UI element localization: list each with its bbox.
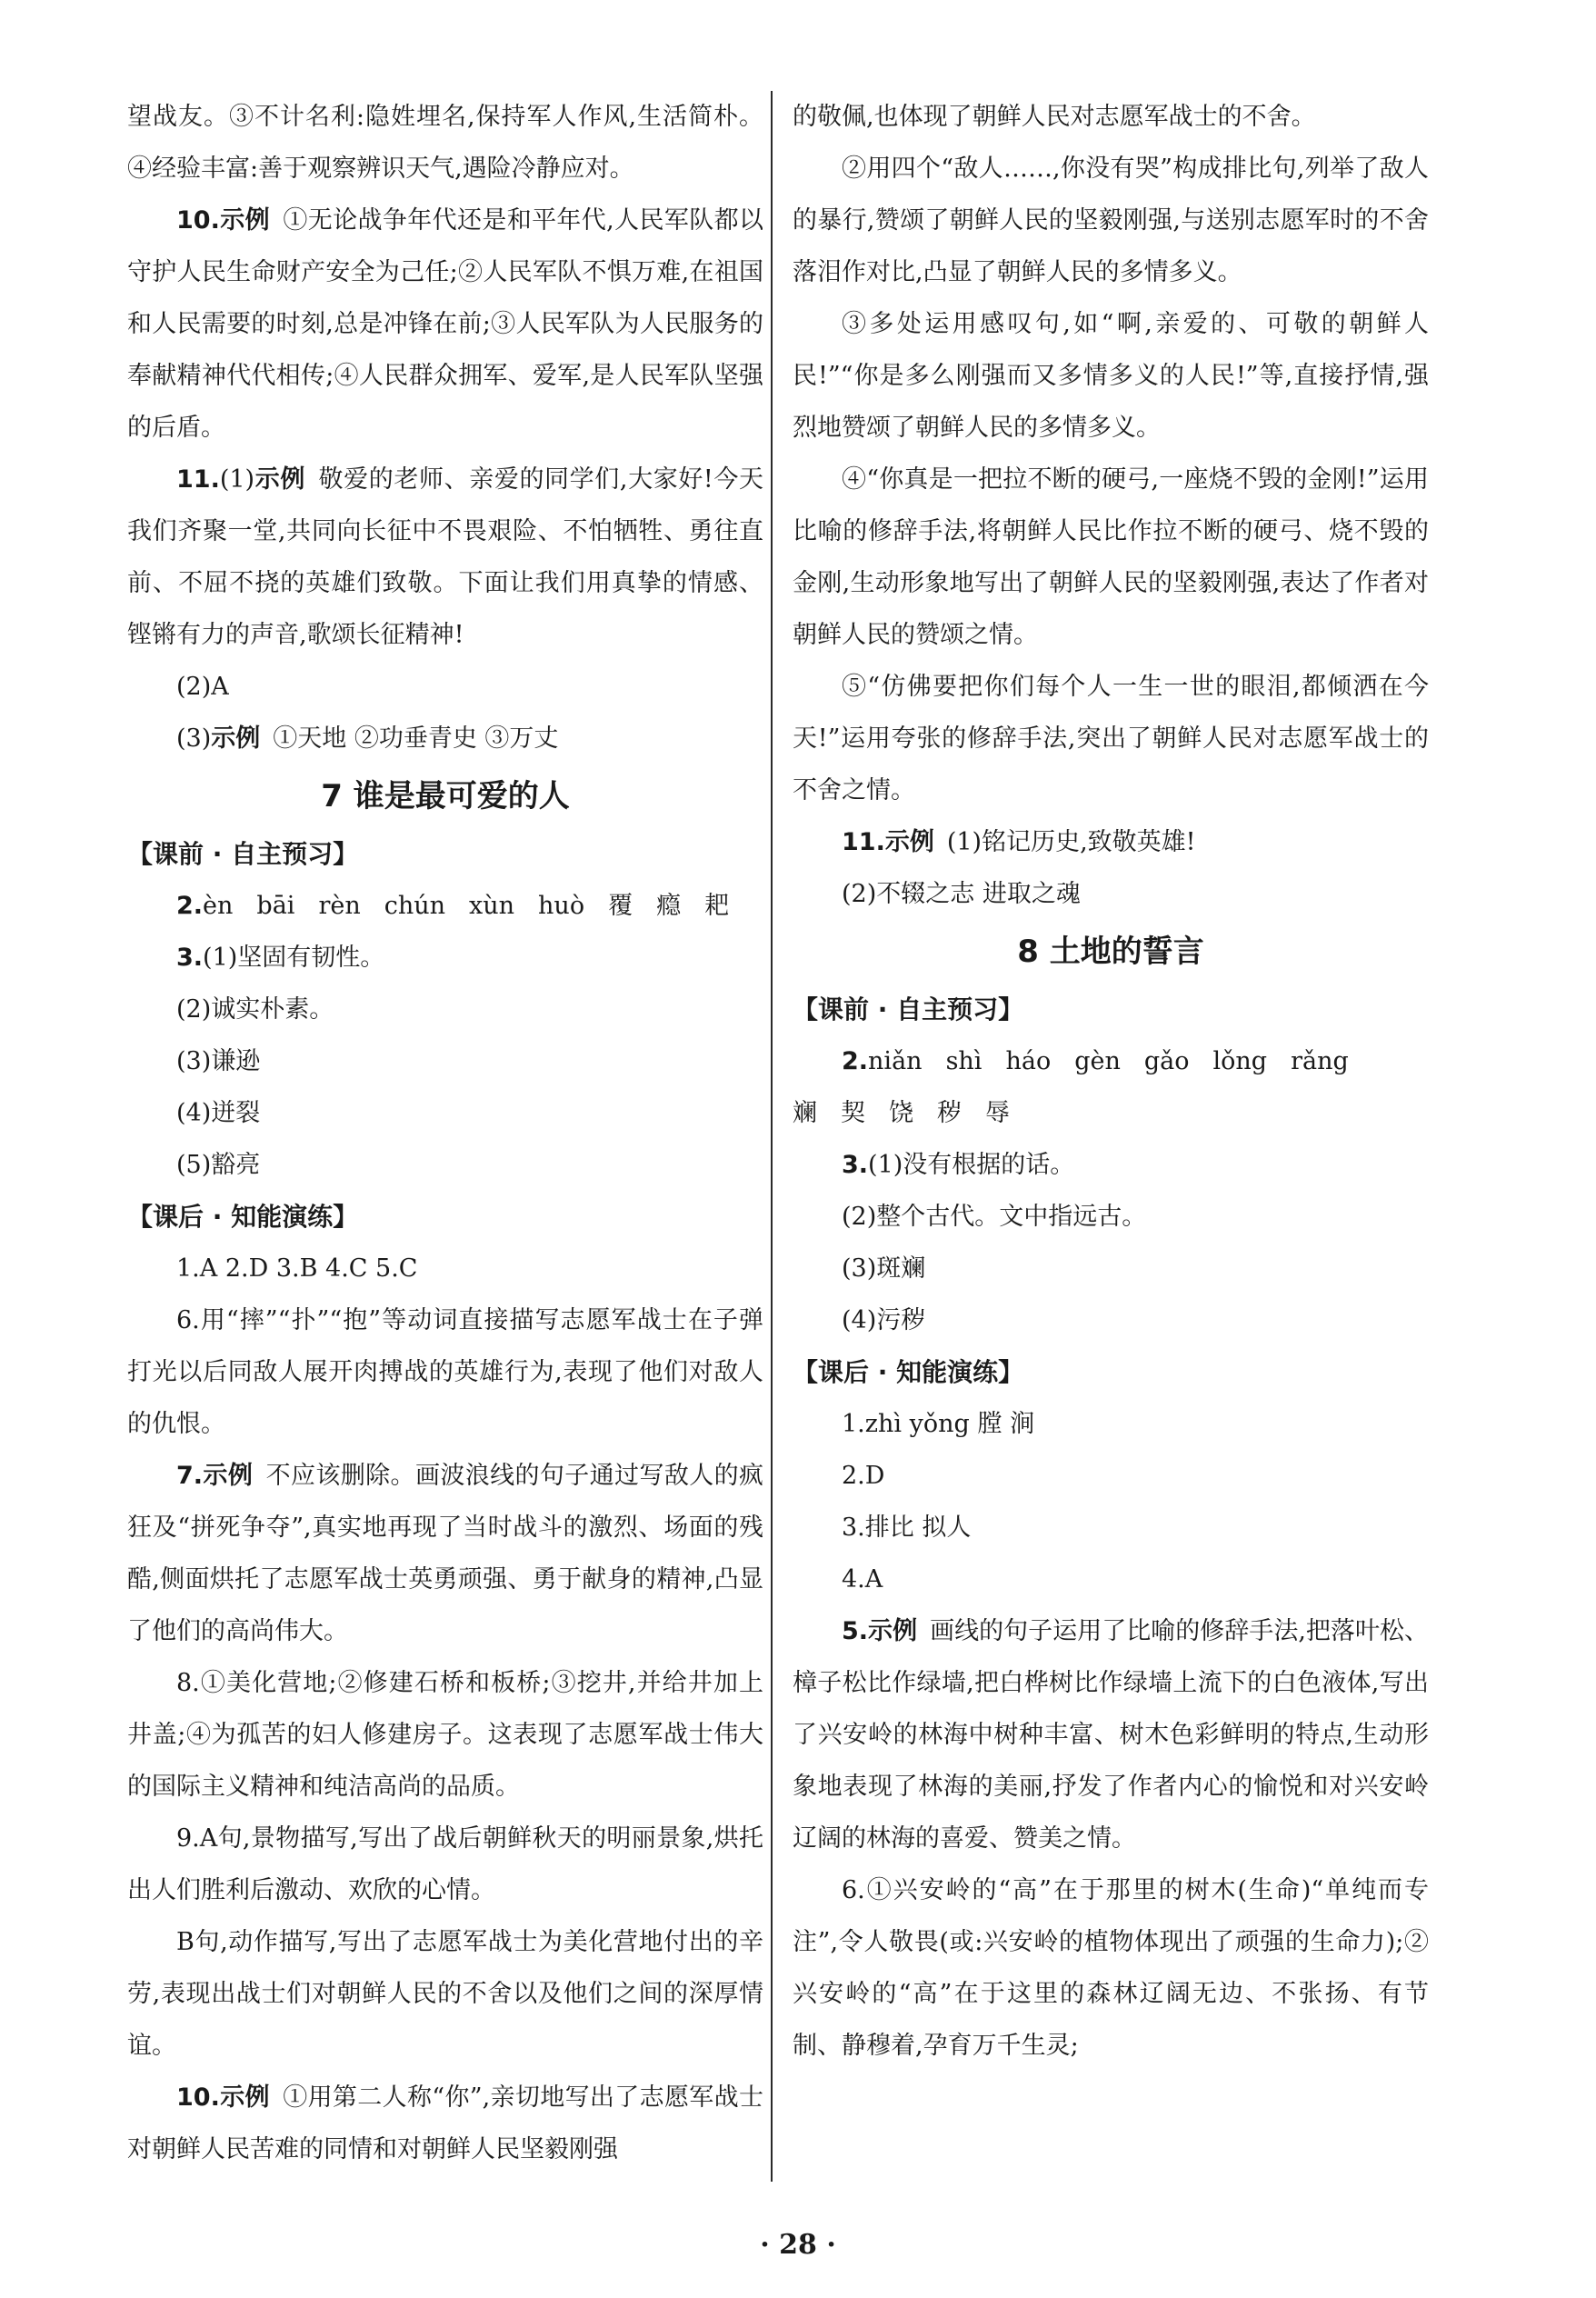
preview-answer-3-2: (2)诚实朴素。 — [176, 995, 334, 1024]
pinyin-item: rèn — [318, 892, 361, 920]
preview-answer-3-1: 3.(1)没有根据的话。 — [842, 1151, 1075, 1179]
practice-answer-9b: B句,动作描写,写出了志愿军战士为美化营地付出的辛劳,表现出战士们对朝鲜人民的不舍以及他们之间的深厚情谊。 — [127, 1928, 763, 2060]
char-item: 契 — [841, 1099, 865, 1127]
pinyin-item: gǎo — [1143, 1047, 1190, 1075]
practice-answer-3: 3.排比 拟人 — [842, 1514, 972, 1542]
preview-answer-2: 2.niǎn shì háo gèn gǎo lǒng rǎng — [842, 1047, 1349, 1075]
preview-answer-2-chars — [793, 1087, 1429, 1139]
paragraph: 望战友。③不计名利:隐姓埋名,保持军人作风,生活简朴。④经验丰富:善于观察辨识天气,遇险冷静应对。 — [127, 103, 763, 183]
pinyin-item: huò — [538, 892, 585, 920]
pinyin-item: rǎng — [1291, 1047, 1349, 1075]
paragraph: ④“你真是一把拉不断的硬弓,一座烧不毁的金刚!”运用比喻的修辞手法,将朝鲜人民比作拉不断的硬弓、烧不毁的金刚,生动形象地写出了朝鲜人民的坚毅刚强,表达了作者对朝鲜人民的赞颂之情。 — [793, 465, 1429, 649]
pinyin-item: niǎn — [868, 1047, 923, 1075]
right-column — [793, 91, 1429, 2072]
practice-answer-1: 1.zhì yǒng 膛 涧 — [842, 1410, 1034, 1438]
char-item: 秽 — [937, 1099, 962, 1127]
char-item: 覆 — [608, 892, 633, 920]
left-column — [127, 91, 763, 2175]
practice-answers-1-5: 1.A 2.D 3.B 4.C 5.C — [176, 1254, 418, 1283]
practice-answer-6: 6.①兴安岭的“高”在于那里的树木(生命)“单纯而专注”,令人敬畏(或:兴安岭的植物体现出了顽强的生命力);②兴安岭的“高”在于这里的森林辽阔无边、不张扬、有节制、静穆着,孕育万千生灵; — [793, 1876, 1429, 2060]
column-divider — [771, 91, 773, 2182]
section-heading-preview: 【课前 · 自主预习】 — [127, 839, 359, 869]
section-heading-preview: 【课前 · 自主预习】 — [793, 994, 1024, 1024]
page-number: · 28 · — [760, 2229, 836, 2261]
answer-11-2: (2)不辍之志 进取之魂 — [842, 880, 1081, 908]
section-heading-practice: 【课后 · 知能演练】 — [127, 1202, 359, 1232]
answer-11-3: (3)示例 ①天地 ②功垂青史 ③万丈 — [176, 724, 559, 753]
practice-answer-9a: 9.A句,景物描写,写出了战后朝鲜秋天的明丽景象,烘托出人们胜利后激动、欢欣的心情。 — [127, 1824, 763, 1904]
preview-answer-3-2: (2)整个古代。文中指远古。 — [842, 1203, 1147, 1231]
pinyin-item: bāi — [256, 892, 295, 920]
lesson-8-title: 8 土地的誓言 — [1017, 934, 1204, 970]
paragraph: ⑤“仿佛要把你们每个人一生一世的眼泪,都倾洒在今天!”运用夸张的修辞手法,突出了朝鲜人民对志愿军战士的不舍之情。 — [793, 673, 1429, 804]
answer-11-2: (2)A — [176, 673, 229, 701]
paragraph: ③多处运用感叹句,如“啊,亲爱的、可敬的朝鲜人民!”“你是多么刚强而又多情多义的人民!”等,直接抒情,强烈地赞颂了朝鲜人民的多情多义。 — [793, 310, 1429, 442]
pinyin-item: háo — [1005, 1047, 1052, 1075]
paragraph: ②用四个“敌人……,你没有哭”构成排比句,列举了敌人的暴行,赞颂了朝鲜人民的坚毅刚强,与送别志愿军时的不舍落泪作对比,凸显了朝鲜人民的多情多义。 — [793, 155, 1429, 286]
preview-answer-3-4: (4)污秽 — [842, 1306, 926, 1334]
preview-answer-3-5: (5)豁亮 — [176, 1151, 261, 1179]
practice-answer-4: 4.A — [842, 1565, 883, 1594]
char-item: 饶 — [889, 1099, 913, 1127]
char-item: 辱 — [985, 1099, 1010, 1127]
practice-answer-2: 2.D — [842, 1462, 885, 1490]
practice-answer-10: 10.示例 ①用第二人称“你”,亲切地写出了志愿军战士对朝鲜人民苦难的同情和对朝鲜人民坚毅刚强 — [127, 2083, 763, 2163]
section-heading-practice: 【课后 · 知能演练】 — [793, 1357, 1024, 1387]
pinyin-item: gèn — [1074, 1047, 1121, 1075]
paragraph: 的敬佩,也体现了朝鲜人民对志愿军战士的不舍。 — [793, 103, 1316, 131]
pinyin-item: lǒng — [1212, 1047, 1268, 1075]
pinyin-item: chún — [384, 892, 446, 920]
lesson-7-title: 7 谁是最可爱的人 — [321, 778, 570, 814]
answer-11: 11.示例 (1)铭记历史,致敬英雄! — [842, 828, 1196, 856]
char-item: 瘾 — [656, 892, 682, 920]
preview-answer-2: 2.èn bāi rèn chún xùn huò 覆 瘾 耙 — [176, 892, 730, 920]
practice-answer-6: 6.用“摔”“扑”“抱”等动词直接描写志愿军战士在子弹打光以后同敌人展开肉搏战的英雄行为,表现了他们对敌人的仇恨。 — [127, 1306, 763, 1438]
practice-answer-8: 8.①美化营地;②修建石桥和板桥;③挖井,并给井加上井盖;④为孤苦的妇人修建房子。这表现了志愿军战士伟大的国际主义精神和纯洁高尚的品质。 — [127, 1669, 763, 1801]
practice-answer-5: 5.示例 画线的句子运用了比喻的修辞手法,把落叶松、樟子松比作绿墙,把白桦树比作绿墙上流下的白色液体,写出了兴安岭的林海中树种丰富、树木色彩鲜明的特点,生动形象地表现了林海的美丽,抒发了作者内心的愉悦和对兴安岭辽阔的林海的喜爱、赞美之情。 — [793, 1617, 1429, 1853]
preview-answer-3-4: (4)迸裂 — [176, 1099, 261, 1127]
char-item: 斓 — [793, 1099, 817, 1127]
pinyin-item: xùn — [469, 892, 515, 920]
answer-11: 11.(1)示例 敬爱的老师、亲爱的同学们,大家好!今天我们齐聚一堂,共同向长征中不畏艰险、不怕牺牲、勇往直前、不屈不挠的英雄们致敬。下面让我们用真挚的情感、铿锵有力的声音,歌颂长征精神! — [127, 465, 764, 649]
pinyin-item: shì — [945, 1047, 983, 1075]
char-item: 耙 — [704, 892, 730, 920]
practice-answer-7: 7.示例 不应该删除。画波浪线的句子通过写敌人的疯狂及“拼死争夺”,真实地再现了当时战斗的激烈、场面的残酷,侧面烘托了志愿军战士英勇顽强、勇于献身的精神,凸显了他们的高尚伟大。 — [127, 1462, 764, 1645]
preview-answer-3-1: 3.(1)坚固有韧性。 — [176, 944, 385, 972]
answer-10: 10.示例 ①无论战争年代还是和平年代,人民军队都以守护人民生命财产安全为己任;②人民军队不惧万难,在祖国和人民需要的时刻,总是冲锋在前;③人民军队为人民服务的奉献精神代代相传;④人民群众拥军、爱军,是人民军队坚强的后盾。 — [127, 206, 763, 442]
pinyin-item: èn — [203, 892, 234, 920]
preview-answer-3-3: (3)谦逊 — [176, 1047, 261, 1075]
preview-answer-3-3: (3)斑斓 — [842, 1254, 926, 1283]
